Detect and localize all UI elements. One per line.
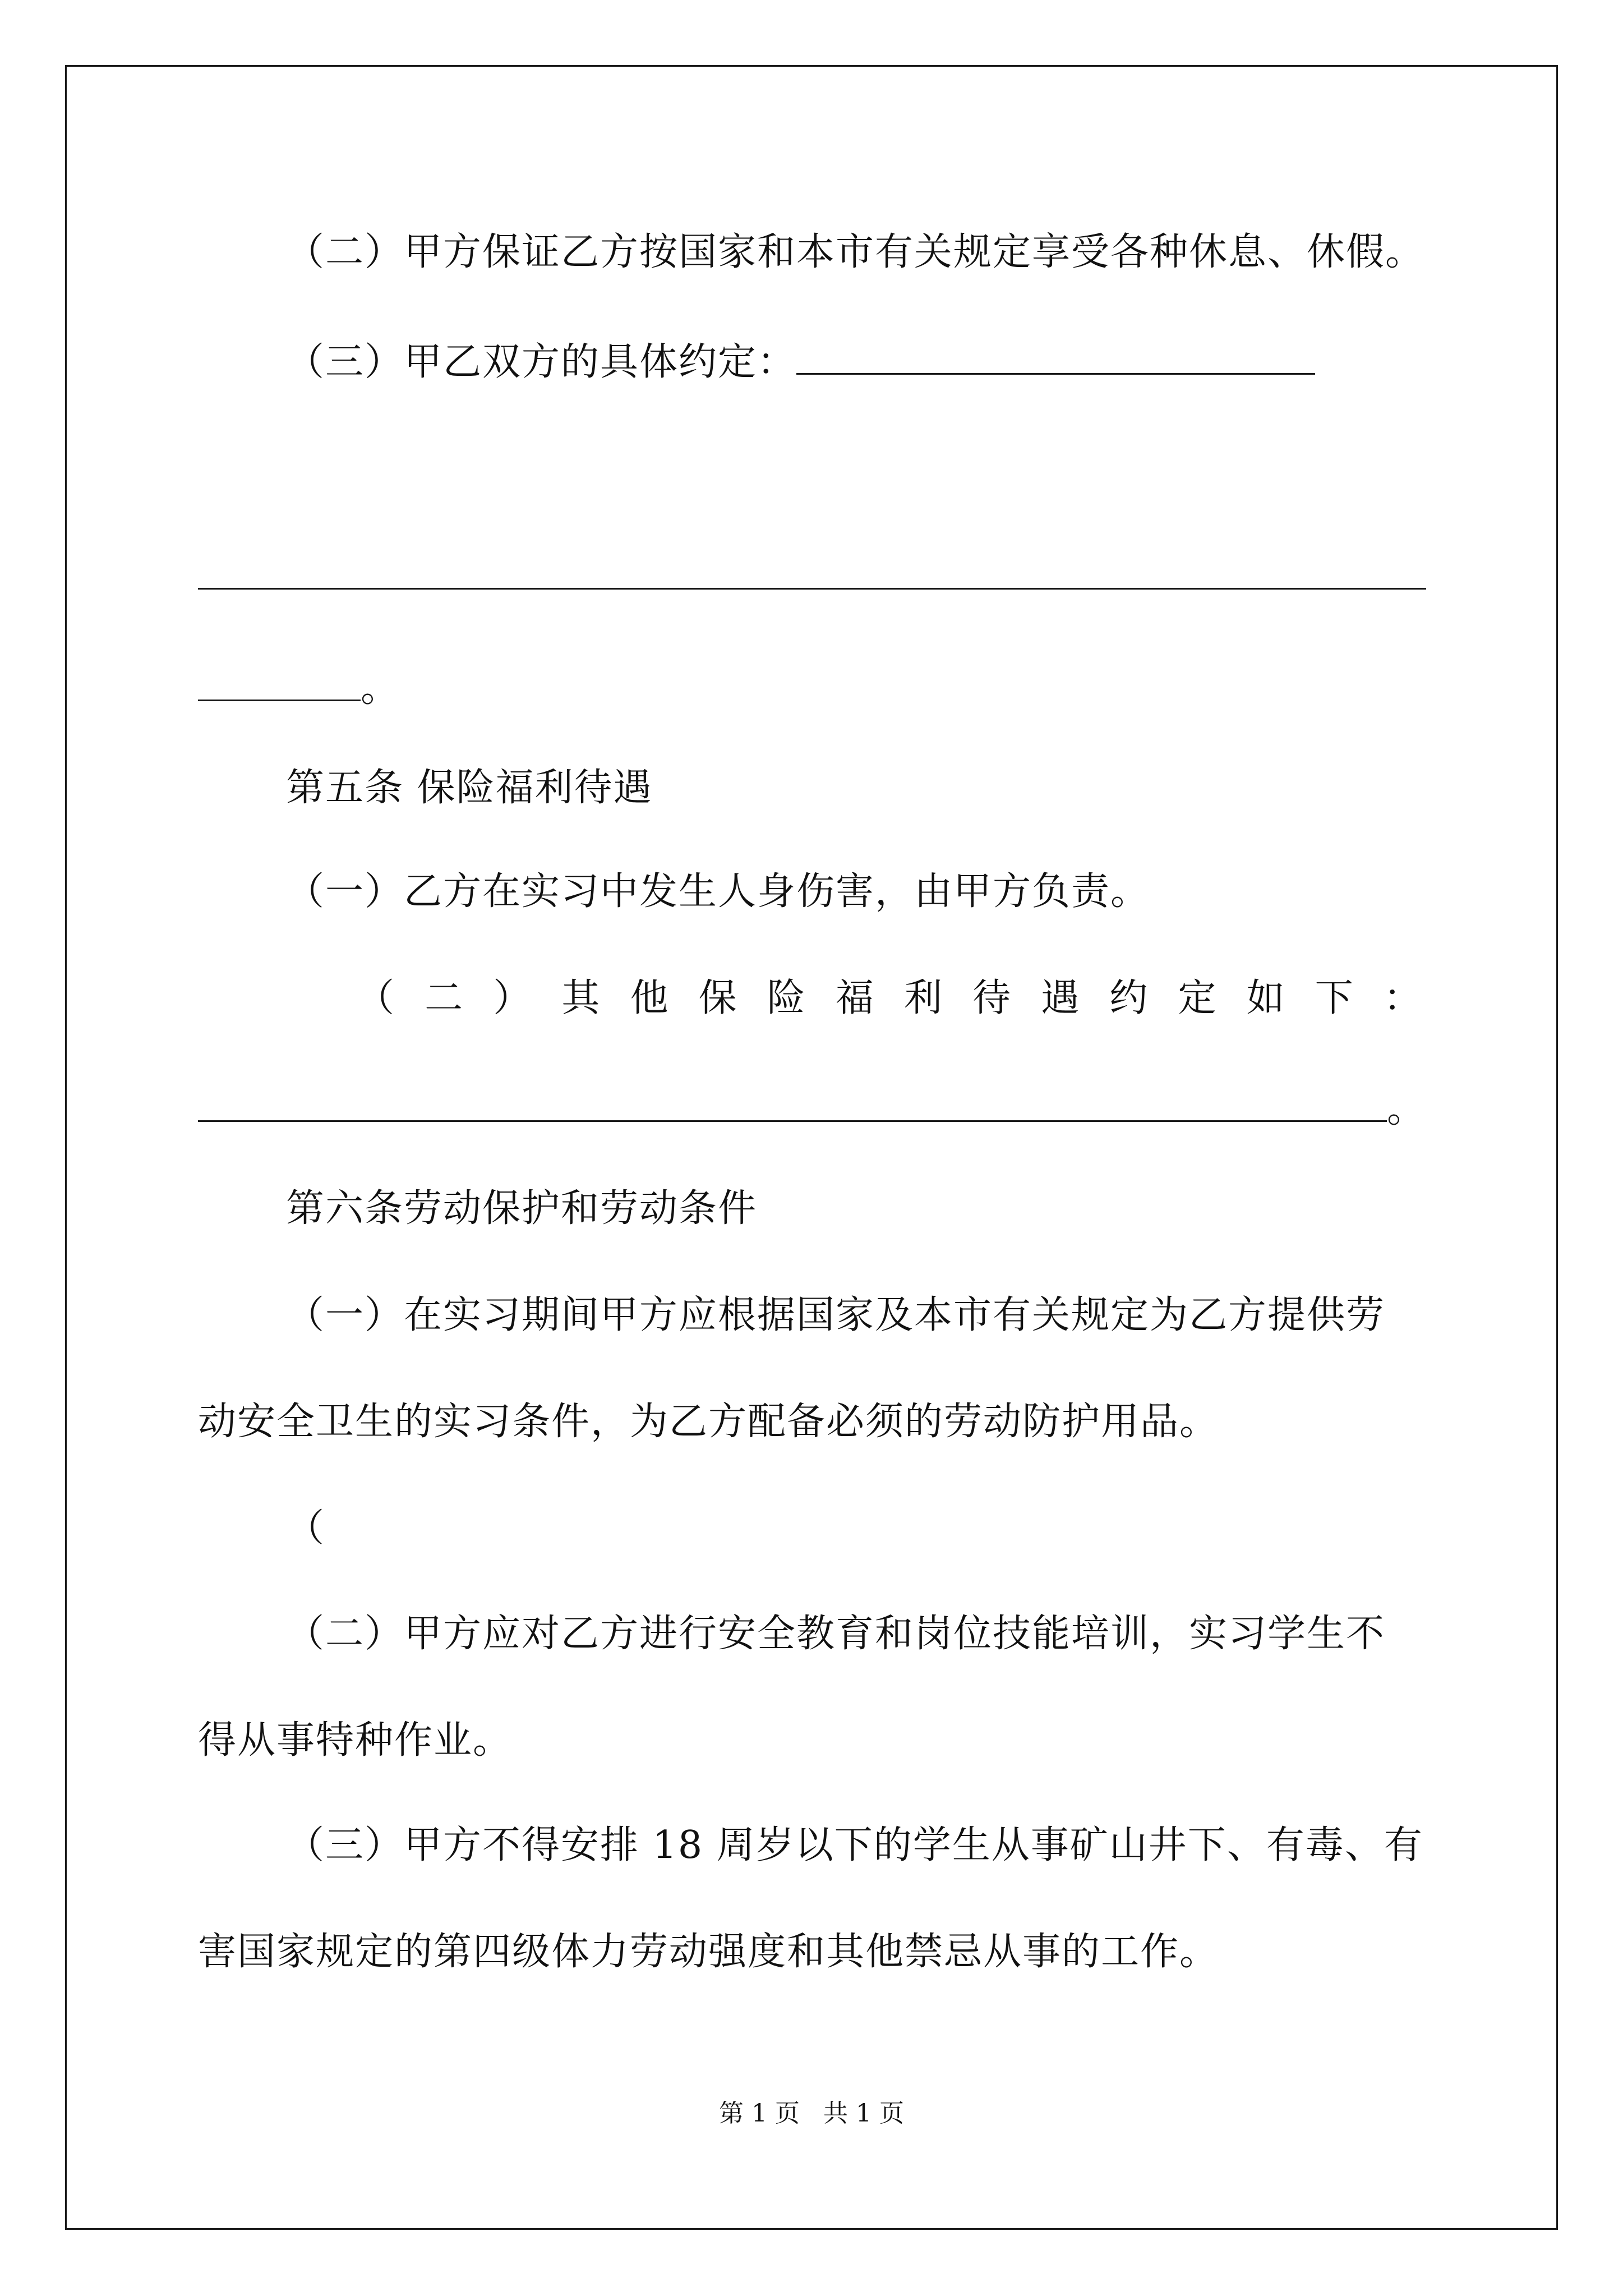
spread-char: 下 bbox=[1315, 976, 1353, 1020]
spread-char: 遇 bbox=[1041, 976, 1080, 1020]
page-number: 第 1 页 bbox=[719, 2099, 800, 2128]
spread-char: （ bbox=[356, 976, 395, 1020]
paragraph-benefits-blank bbox=[198, 1080, 1426, 1135]
paragraph-training-line2: 得从事特种作业。 bbox=[198, 1718, 513, 1763]
paragraph-other-benefits bbox=[356, 973, 1422, 1024]
paragraph-blank-end bbox=[198, 659, 400, 714]
spread-char: 其 bbox=[561, 976, 600, 1020]
paragraph-minors-line2: 害国家规定的第四级体力劳动强度和其他禁忌从事的工作。 bbox=[198, 1930, 1219, 1974]
paragraph-fragment: （ bbox=[286, 1506, 326, 1550]
spread-char: 如 bbox=[1246, 976, 1285, 1020]
paragraph-rest-leave: （二）甲方保证乙方按国家和本市有关规定享受各种休息、休假。 bbox=[286, 230, 1425, 274]
article-5-title: 第五条 保险福利待遇 bbox=[286, 766, 653, 810]
paragraph-safety-line1: （一）在实习期间甲方应根据国家及本市有关规定为乙方提供劳 bbox=[286, 1293, 1386, 1337]
spread-char: 险 bbox=[767, 976, 805, 1020]
paragraph-injury: （一）乙方在实习中发生人身伤害，由甲方负责。 bbox=[286, 869, 1150, 914]
fill-in-blank[interactable] bbox=[198, 1080, 1387, 1122]
page-footer bbox=[0, 2097, 1623, 2131]
spread-char: 约 bbox=[1109, 976, 1148, 1020]
fill-in-blank[interactable] bbox=[198, 659, 361, 701]
spread-char: 二 bbox=[425, 976, 463, 1020]
period: 。 bbox=[1387, 1087, 1427, 1131]
specific-agreement-label: （三）甲乙双方的具体约定： bbox=[286, 340, 797, 384]
spread-char: ： bbox=[1383, 976, 1422, 1020]
paragraph-safety-line2: 动安全卫生的实习条件，为乙方配备必须的劳动防护用品。 bbox=[198, 1400, 1219, 1444]
paragraph-minors-line1: （三）甲方不得安排 18 周岁以下的学生从事矿山井下、有毒、有 bbox=[286, 1823, 1423, 1867]
spread-char: ） bbox=[493, 976, 532, 1020]
period: 。 bbox=[361, 666, 400, 711]
spread-char: 利 bbox=[904, 976, 943, 1020]
fill-in-blank[interactable] bbox=[796, 333, 1315, 375]
paragraph-training-line1: （二）甲方应对乙方进行安全教育和岗位技能培训，实习学生不 bbox=[286, 1612, 1386, 1656]
page-total: 共 1 页 bbox=[823, 2099, 904, 2128]
paragraph-specific-agreement bbox=[286, 333, 1315, 388]
spread-char: 定 bbox=[1178, 976, 1216, 1020]
spread-char: 保 bbox=[698, 976, 737, 1020]
spread-char: 待 bbox=[972, 976, 1011, 1020]
fill-in-line[interactable] bbox=[198, 588, 1426, 590]
spread-char: 福 bbox=[835, 976, 874, 1020]
page-border bbox=[65, 65, 1558, 2230]
article-6-title: 第六条劳动保护和劳动条件 bbox=[286, 1186, 758, 1231]
spread-char: 他 bbox=[630, 976, 668, 1020]
